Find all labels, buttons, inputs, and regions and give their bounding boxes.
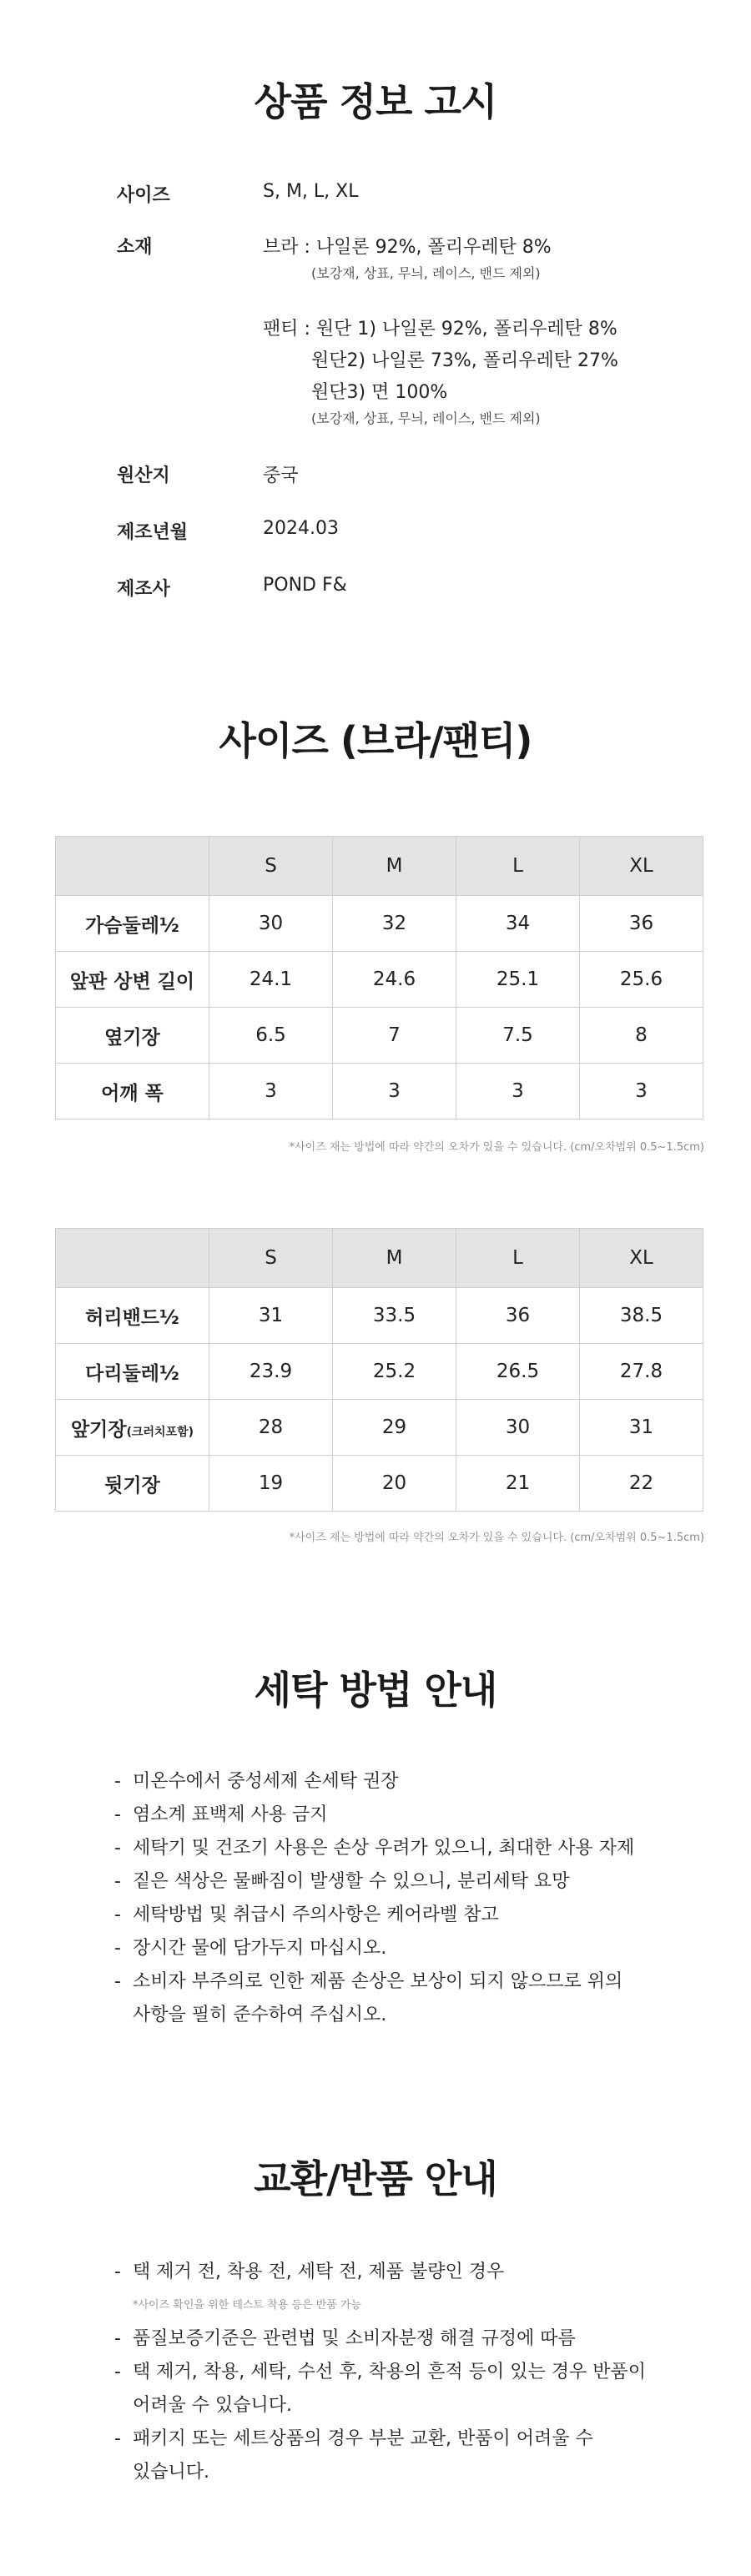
panty-material-1: 팬티 : 원단 1) 나일론 92%, 폴리우레탄 8% <box>263 319 617 340</box>
table-cell: 19 <box>209 1456 333 1512</box>
header-size: S <box>209 837 333 896</box>
dash: - <box>114 1771 121 1792</box>
table-cell: 24.6 <box>333 952 456 1008</box>
list-item-text: 택 제거, 착용, 세탁, 수선 후, 착용의 흔적 등이 있는 경우 반품이 <box>133 2362 646 2382</box>
table-cell: 25.2 <box>333 1344 456 1400</box>
dash: - <box>114 1804 121 1825</box>
info-label: 사이즈 <box>117 185 170 206</box>
list-item <box>114 2322 646 2356</box>
list-item-text: 택 제거 전, 착용 전, 세탁 전, 제품 불량인 경우 <box>133 2262 505 2282</box>
table-cell: 38.5 <box>580 1288 703 1344</box>
row-label-sub: (크러치포함) <box>126 1425 194 1439</box>
list-item <box>114 2423 646 2489</box>
panty-size-table <box>55 1228 703 1512</box>
table-cell: 6.5 <box>209 1008 333 1064</box>
list-item-text: 미온수에서 중성세제 손세탁 권장 <box>133 1771 399 1792</box>
washing-title: 세탁 방법 안내 <box>254 1668 497 1713</box>
dash: - <box>114 2262 121 2282</box>
dash: - <box>114 1971 121 1992</box>
header-empty-cell <box>56 1229 209 1288</box>
table-row <box>56 1344 703 1400</box>
table-row <box>56 952 703 1008</box>
header-size: L <box>456 1229 580 1288</box>
bra-size-table <box>55 836 703 1119</box>
table-cell: 20 <box>333 1456 456 1512</box>
list-item <box>114 1799 634 1832</box>
list-item <box>114 1932 634 1965</box>
table-cell: 22 <box>580 1456 703 1512</box>
table-header-row <box>56 837 703 896</box>
table-cell: 25.1 <box>456 952 580 1008</box>
table-row <box>56 896 703 952</box>
row-label: 다리둘레½ <box>56 1344 209 1400</box>
header-size: S <box>209 1229 333 1288</box>
table-row <box>56 1008 703 1064</box>
row-label: 뒷기장 <box>56 1456 209 1512</box>
info-value: S, M, L, XL <box>263 181 359 202</box>
table-cell: 31 <box>580 1400 703 1456</box>
header-size: M <box>333 837 456 896</box>
list-item <box>114 2256 646 2289</box>
row-label-main: 앞기장 <box>70 1418 127 1441</box>
table-cell: 3 <box>333 1064 456 1119</box>
row-label: 옆기장 <box>56 1008 209 1064</box>
bra-material: 브라 : 나일론 92%, 폴리우레탄 8% <box>263 237 552 258</box>
size-footnote: *사이즈 재는 방법에 따라 약간의 오차가 있을 수 있습니다. (cm/오차범위 0.5~1.5cm) <box>289 1532 704 1544</box>
size-section-title: 사이즈 (브라/팬티) <box>219 718 532 763</box>
panty-material-2: 원단2) 나일론 73%, 폴리우레탄 27% <box>311 350 618 371</box>
info-value: POND F& <box>263 575 347 596</box>
list-item-note: *사이즈 확인을 위한 테스트 착용 등은 반품 가능 <box>133 2299 362 2312</box>
dash: - <box>114 1904 121 1925</box>
table-cell: 36 <box>456 1288 580 1344</box>
dash: - <box>114 1838 121 1859</box>
exchange-title: 교환/반품 안내 <box>254 2156 497 2201</box>
table-cell: 32 <box>333 896 456 952</box>
header-size: L <box>456 837 580 896</box>
list-item <box>114 1832 634 1865</box>
table-cell: 7.5 <box>456 1008 580 1064</box>
table-row <box>56 1064 703 1119</box>
dash: - <box>114 2362 121 2382</box>
row-label: 허리밴드½ <box>56 1288 209 1344</box>
table-row <box>56 1456 703 1512</box>
list-item-text: 패키지 또는 세트상품의 경우 부분 교환, 반품이 어려울 수 <box>133 2428 593 2449</box>
table-cell: 29 <box>333 1400 456 1456</box>
list-item <box>114 1765 634 1799</box>
dash: - <box>114 2428 121 2449</box>
info-label: 제조년월 <box>117 522 189 543</box>
table-cell: 3 <box>456 1064 580 1119</box>
table-cell: 34 <box>456 896 580 952</box>
list-item-text: 품질보증기준은 관련법 및 소비자분쟁 해결 규정에 따름 <box>133 2328 576 2349</box>
table-cell: 36 <box>580 896 703 952</box>
table-cell: 23.9 <box>209 1344 333 1400</box>
material-values <box>263 233 618 427</box>
list-item-text: 짙은 색상은 물빠짐이 발생할 수 있으니, 분리세탁 요망 <box>133 1871 570 1892</box>
table-cell: 27.8 <box>580 1344 703 1400</box>
product-info-title: 상품 정보 고시 <box>254 79 497 124</box>
size-footnote: *사이즈 재는 방법에 따라 약간의 오차가 있을 수 있습니다. (cm/오차범위 0.5~1.5cm) <box>289 1141 704 1154</box>
table-cell: 3 <box>580 1064 703 1119</box>
exchange-list <box>114 2256 646 2489</box>
table-cell: 30 <box>456 1400 580 1456</box>
dash: - <box>114 1871 121 1892</box>
row-label: 앞판 상변 길이 <box>56 952 209 1008</box>
table-cell: 3 <box>209 1064 333 1119</box>
table-cell: 24.1 <box>209 952 333 1008</box>
list-item-text: 장시간 물에 담가두지 마십시오. <box>133 1938 387 1959</box>
list-item-text: 세탁기 및 건조기 사용은 손상 우려가 있으니, 최대한 사용 자제 <box>133 1838 635 1859</box>
info-value: 중국 <box>263 465 299 486</box>
list-item-text: 염소계 표백제 사용 금지 <box>133 1804 328 1825</box>
info-value: 2024.03 <box>263 518 339 539</box>
washing-list <box>114 1765 634 2032</box>
table-cell: 28 <box>209 1400 333 1456</box>
table-row <box>56 1288 703 1344</box>
table-header-row <box>56 1229 703 1288</box>
row-label: 어깨 폭 <box>56 1064 209 1119</box>
header-size: M <box>333 1229 456 1288</box>
list-item <box>114 1899 634 1932</box>
table-cell: 26.5 <box>456 1344 580 1400</box>
table-cell: 25.6 <box>580 952 703 1008</box>
info-label: 소재 <box>117 237 153 258</box>
row-label: 가슴둘레½ <box>56 896 209 952</box>
list-item-text: 소비자 부주의로 인한 제품 손상은 보상이 되지 않으므로 위의 <box>133 1971 623 1992</box>
dash: - <box>114 2328 121 2349</box>
header-empty-cell <box>56 837 209 896</box>
list-item <box>114 2356 646 2423</box>
table-cell: 31 <box>209 1288 333 1344</box>
table-cell: 30 <box>209 896 333 952</box>
list-item-text: 세탁방법 및 취급시 주의사항은 케어라벨 참고 <box>133 1904 499 1925</box>
list-item <box>114 1865 634 1899</box>
panty-material-note: (보강재, 상표, 무늬, 레이스, 밴드 제외) <box>311 410 541 426</box>
table-row <box>56 1400 703 1456</box>
list-item-continuation: 있습니다. <box>133 2462 210 2483</box>
list-item-continuation: 사항을 필히 준수하여 주십시오. <box>133 2005 387 2025</box>
info-label: 제조사 <box>117 579 170 600</box>
panty-material-3: 원단3) 면 100% <box>311 382 448 403</box>
list-item <box>114 1965 634 2032</box>
dash: - <box>114 1938 121 1959</box>
bra-material-note: (보강재, 상표, 무늬, 레이스, 밴드 제외) <box>311 265 541 281</box>
list-item-continuation: 어려울 수 있습니다. <box>133 2395 292 2416</box>
table-cell: 21 <box>456 1456 580 1512</box>
table-cell: 7 <box>333 1008 456 1064</box>
header-size: XL <box>580 837 703 896</box>
info-label: 원산지 <box>117 465 170 486</box>
row-label <box>56 1400 209 1456</box>
header-size: XL <box>580 1229 703 1288</box>
table-cell: 8 <box>580 1008 703 1064</box>
table-cell: 33.5 <box>333 1288 456 1344</box>
